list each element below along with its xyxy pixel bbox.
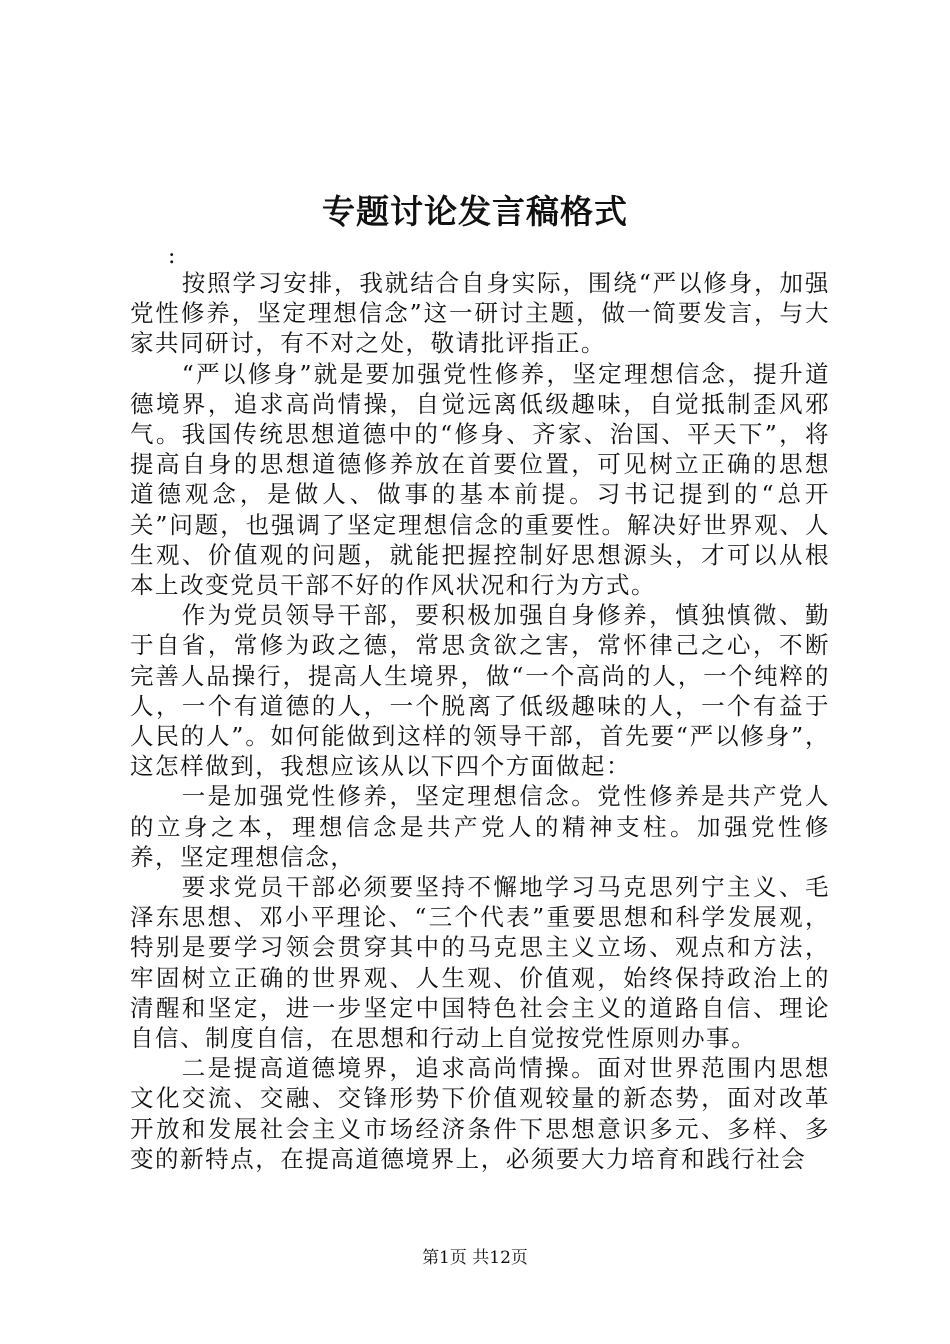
page-number-footer: 第1页 共12页 xyxy=(422,1248,528,1268)
salutation: : xyxy=(168,244,176,269)
paragraph: 作为党员领导干部，要积极加强自身修养，慎独慎微、勤于自省，常修为政之德，常思贪欲之害，常怀律己之心，不断完善人品操行，提高人生境界，做“一个高尚的人，一个纯粹的人，一个有道德的人，一个脱离了低级趣味的人，一个有益于人民的人”。如何能做到这样的领导干部，首先要“严以修身”，这怎样做到，我想应该从以下四个方面做起： xyxy=(130,601,830,781)
paragraph: 一是加强党性修养，坚定理想信念。党性修养是共产党人的立身之本，理想信念是共产党人的精神支柱。加强党性修养，坚定理想信念， xyxy=(130,782,830,871)
document-body xyxy=(130,268,830,1174)
paragraph: 按照学习安排，我就结合自身实际，围绕“严以修身，加强党性修养，坚定理想信念”这一研讨主题，做一简要发言，与大家共同研讨，有不对之处，敬请批评指正。 xyxy=(130,269,830,358)
paragraph: 二是提高道德境界，追求高尚情操。面对世界范围内思想文化交流、交融、交锋形势下价值观较量的新态势，面对改革开放和发展社会主义市场经济条件下思想意识多元、多样、多变的新特点，在提高道德境界上，必须要大力培育和践行社会 xyxy=(130,1054,830,1173)
paragraph: 要求党员干部必须要坚持不懈地学习马克思列宁主义、毛泽东思想、邓小平理论、“三个代表”重要思想和科学发展观，特别是要学习领会贯穿其中的马克思主义立场、观点和方法，牢固树立正确的世界观、人生观、价值观，始终保持政治上的清醒和坚定，进一步坚定中国特色社会主义的道路自信、理论自信、制度自信，在思想和行动上自觉按党性原则办事。 xyxy=(130,873,830,1053)
document-title: 专题讨论发言稿格式 xyxy=(322,192,628,231)
paragraph: “严以修身”就是要加强党性修养，坚定理想信念，提升道德境界，追求高尚情操，自觉远离低级趣味，自觉抵制歪风邪气。我国传统思想道德中的“修身、齐家、治国、平天下”，将提高自身的思想道德修养放在首要位置，可见树立正确的思想道德观念，是做人、做事的基本前提。习书记提到的“总开关”问题，也强调了坚定理想信念的重要性。解决好世界观、人生观、价值观的问题，就能把握控制好思想源头，才可以从根本上改变党员干部不好的作风状况和行为方式。 xyxy=(130,359,830,600)
